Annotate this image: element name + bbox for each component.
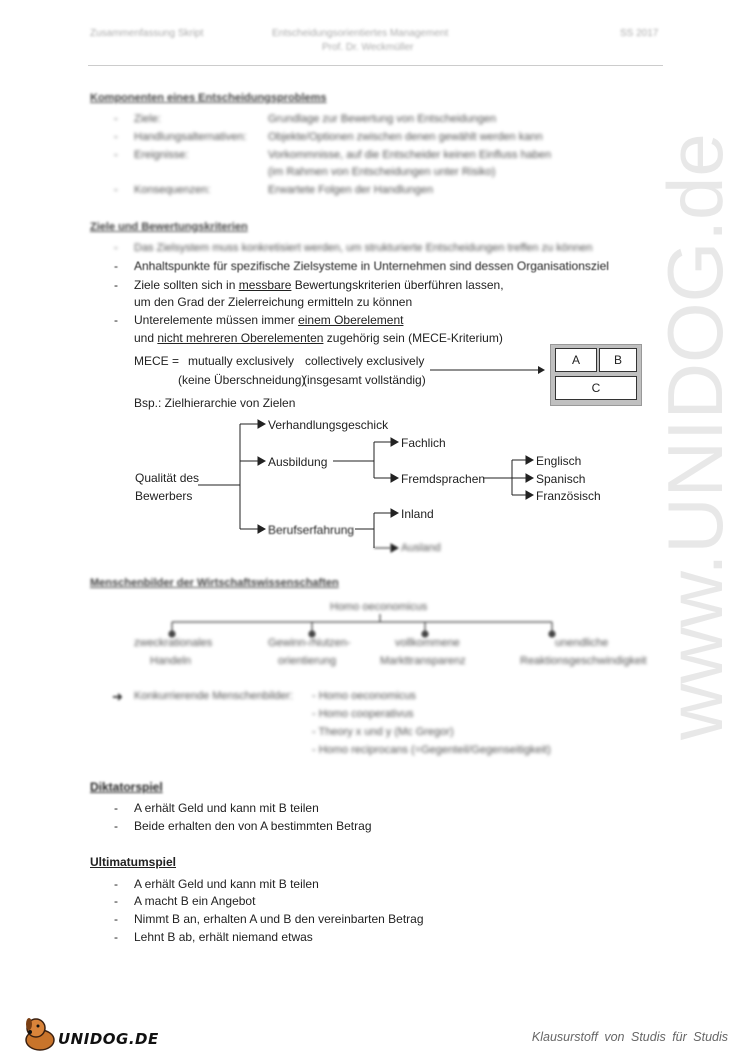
competing-item: - Theory x und y (Mc Gregor): [312, 726, 454, 738]
list-item: A erhält Geld und kann mit B teilen: [134, 801, 319, 815]
tree-node: Berufserfahrung: [268, 523, 355, 537]
mece-box-b: B: [599, 348, 637, 372]
header-right: SS 2017: [620, 28, 659, 39]
list-term: Handlungsalternativen:: [134, 131, 247, 143]
homo-leaf: unendliche: [555, 637, 609, 649]
list-item: Nimmt B an, erhalten A und B den vereinbarten Betrag: [134, 912, 424, 926]
text-segment: zugehörig sein (MECE-Kriterium): [323, 331, 503, 345]
dash: -: [114, 877, 118, 891]
text-segment: Unterelemente müssen immer: [134, 313, 299, 327]
text-segment: und: [134, 331, 158, 345]
dash: -: [114, 278, 118, 292]
section2-bullet1: Das Zielsystem muss konkretisiert werden, um strukturierte Entscheidungen treffen zu können: [134, 242, 593, 254]
arrow-bullet-icon: ➜: [112, 689, 123, 704]
mece-me2: (keine Überschneidung): [178, 373, 306, 387]
text-segment: Bewertungskriterien überführen lassen,: [291, 278, 504, 292]
list-term: Konsequenzen:: [134, 184, 211, 196]
competing-item: - Homo oeconomicus: [312, 690, 416, 702]
tree-root-1: Qualität des: [135, 471, 200, 485]
homo-leaf: Gewinn-/Nutzen-: [268, 637, 351, 649]
dash: -: [114, 313, 118, 327]
section5-title: Ultimatumspiel: [90, 855, 177, 869]
homo-leaf: zweckrationales: [134, 637, 213, 649]
list-desc: Objekte/Optionen zwischen denen gewählt werden kann: [268, 131, 543, 143]
list-desc: Vorkommnisse, auf die Entscheider keinen Einfluss haben: [268, 149, 552, 161]
homo-leaf: Handeln: [150, 655, 191, 667]
dash: -: [114, 930, 118, 944]
homo-leaf: orientierung: [278, 655, 337, 667]
list-item: Beide erhalten den von A bestimmten Betrag: [134, 819, 372, 833]
list-desc: (im Rahmen von Entscheidungen unter Risiko): [268, 166, 496, 178]
dash: -: [114, 801, 118, 815]
list-item: A erhält Geld und kann mit B teilen: [134, 877, 319, 891]
dash: -: [114, 131, 118, 143]
list-term: Ereignisse:: [134, 149, 189, 161]
homo-leaf: Reaktionsgeschwindigkeit: [520, 655, 647, 667]
dash: -: [114, 819, 118, 833]
dash: -: [114, 184, 118, 196]
menschenbild-tree-lines: [160, 614, 580, 638]
header-left: Zusammenfassung Skript: [90, 28, 204, 39]
tree-node: Ausbildung: [268, 455, 328, 469]
dash: -: [114, 912, 118, 926]
section2-bullet2: Anhaltspunkte für spezifische Zielsysteme in Unternehmen sind dessen Organisationsziel: [134, 259, 609, 273]
underlined-term: nicht mehreren Oberelementen: [157, 331, 324, 345]
tree-node: Fachlich: [401, 436, 446, 450]
homo-leaf: Markttransparenz: [380, 655, 466, 667]
tree-node: Spanisch: [536, 472, 586, 486]
list-desc: Erwartete Folgen der Handlungen: [268, 184, 434, 196]
competing-label: Konkurrierende Menschenbilder:: [134, 690, 293, 702]
dash: -: [114, 149, 118, 161]
watermark: www.UNIDOG.de: [651, 133, 739, 740]
list-term: Ziele:: [134, 113, 161, 125]
list-desc: Grundlage zur Bewertung von Entscheidungen: [268, 113, 497, 125]
mece-ce2: (insgesamt vollständig): [303, 373, 426, 387]
dog-logo-icon: [20, 1014, 62, 1054]
tree-node: Verhandlungsgeschick: [268, 418, 389, 432]
tree-node: Fremdsprachen: [401, 472, 486, 486]
mece-ce: collectively exclusively: [305, 354, 425, 368]
example-label: Bsp.: Zielhierarchie von Zielen: [134, 396, 296, 410]
header-center-2: Prof. Dr. Weckmüller: [322, 42, 414, 53]
tree-node: Englisch: [536, 454, 582, 468]
dash: -: [114, 242, 118, 254]
footer-logo[interactable]: UNIDOG.DE: [58, 1030, 159, 1048]
competing-item: - Homo cooperativus: [312, 708, 414, 720]
section3-title: Menschenbilder der Wirtschaftswissenschaften: [90, 577, 339, 589]
footer-tagline: Klausurstoff von Studis für Studis: [531, 1030, 728, 1044]
section1-title: Komponenten eines Entscheidungsproblems: [90, 92, 327, 104]
underlined-term: messbare: [238, 278, 292, 292]
dash: -: [114, 259, 118, 273]
homo-root: Homo oeconomicus: [330, 601, 428, 613]
section4-title: Diktatorspiel: [90, 780, 163, 794]
underlined-term: einem Oberelement: [298, 313, 404, 327]
list-item: Lehnt B ab, erhält niemand etwas: [134, 930, 313, 944]
list-item: A macht B ein Angebot: [134, 894, 256, 908]
tree-root-2: Bewerbers: [135, 489, 193, 503]
mece-me: mutually exclusively: [188, 354, 295, 368]
dash: -: [114, 894, 118, 908]
tree-node: Französisch: [536, 489, 601, 503]
competing-item: - Homo reciprocans (=Gegenteil/Gegenseitigkeit): [312, 744, 551, 756]
mece-box-a: A: [555, 348, 597, 372]
section2-bullet3-line2: um den Grad der Zielerreichung ermitteln zu können: [134, 295, 413, 309]
header-center-1: Entscheidungsorientiertes Management: [272, 28, 449, 39]
tree-node: Ausland: [401, 542, 441, 554]
tree-node: Inland: [401, 507, 434, 521]
mece-box-c: C: [555, 376, 637, 400]
homo-leaf: vollkommene: [395, 637, 460, 649]
dash: -: [114, 113, 118, 125]
section2-title: Ziele und Bewertungskriterien: [90, 221, 248, 233]
text-segment: Ziele sollten sich in: [134, 278, 239, 292]
mece-label: MECE =: [134, 354, 180, 368]
